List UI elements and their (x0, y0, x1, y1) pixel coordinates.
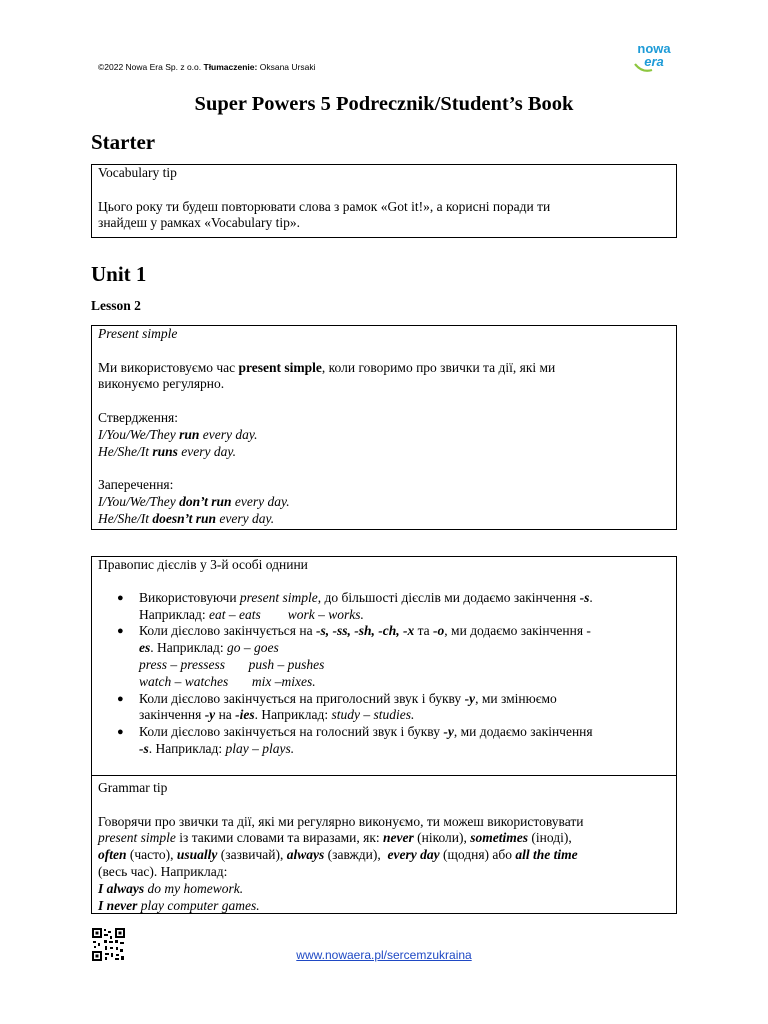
translator-name: Oksana Ursaki (259, 62, 316, 72)
grammar-tip-line-1: Говорячи про звички та дії, які ми регулярно виконуємо, ти можеш використовувати (98, 813, 584, 829)
spelling-rules-list (92, 590, 676, 758)
footer-link[interactable]: www.nowaera.pl/sercemzukraina (296, 948, 472, 962)
vocabulary-tip-box (91, 164, 677, 238)
grammar-tip-section (92, 776, 676, 914)
affirmative-label: Ствердження: (98, 409, 179, 425)
list-item: ● Коли дієслово закінчується на приголосний звук і букву -y, ми змінюємо закінчення -y на -ies. Наприклад: study – studies. (117, 690, 557, 723)
vocabulary-tip-text-2: знайдеш у рамках «Vocabulary tip». (98, 215, 301, 231)
logo-text-nowa: nowa (637, 41, 671, 56)
negative-label: Заперечення: (98, 477, 174, 493)
vocabulary-tip-title: Vocabulary tip (98, 165, 177, 180)
present-simple-box (91, 325, 677, 530)
negative-example-1: I/You/We/They don’t run every day. (98, 493, 290, 509)
grammar-tip-line-4: (весь час). Наприклад: (98, 863, 228, 879)
spelling-section (92, 557, 676, 775)
grammar-tip-line-3: often (часто), usually (зазвичай), always (завжди), every day (щодня) або all the time (98, 847, 578, 863)
spelling-and-grammar-box (91, 556, 677, 914)
spelling-title: Правопис дієслів у 3-й особі однини (98, 557, 308, 572)
grammar-example-2: I never play computer games. (98, 897, 260, 913)
intro-line-2: виконуємо регулярно. (98, 376, 225, 392)
affirmative-example-1: I/You/We/They run every day. (98, 426, 258, 442)
affirmative-example-2: He/She/It runs every day. (98, 443, 236, 459)
unit-heading: Unit 1 (91, 262, 147, 286)
grammar-example-1: I always do my homework. (98, 880, 244, 896)
nowa-era-logo (632, 40, 678, 74)
grammar-tip-line-2: present simple із такими словами та виразами, як: never (ніколи), sometimes (іноді), (98, 830, 572, 846)
negative-example-2: He/She/It doesn’t run every day. (98, 510, 275, 526)
list-item: ● Використовуючи present simple, до більшості дієслів ми додаємо закінчення -s. Наприклад: eat – eats work – works. (117, 589, 593, 622)
lesson-heading: Lesson 2 (91, 298, 141, 313)
present-simple-title: Present simple (98, 326, 178, 341)
vocabulary-tip-text-1: Цього року ти будеш повторювати слова з рамок «Got it!», а корисні поради ти (98, 198, 551, 214)
grammar-tip-title: Grammar tip (98, 780, 168, 795)
starter-heading: Starter (91, 130, 156, 154)
list-item: ● Коли дієслово закінчується на -s, -ss, -sh, -ch, -x та -o, ми додаємо закінчення - es. Наприклад: go – goes press – pressess push – pushes watch – watches mix –mixes. (117, 623, 591, 689)
copyright-line (98, 62, 315, 72)
document-title: Super Powers 5 Podrecznik/Student’s Book (194, 93, 574, 115)
intro-line-1: Ми використовуємо час present simple, коли говоримо про звички та дії, які ми (98, 359, 556, 375)
list-item: ● Коли дієслово закінчується на голосний звук і букву -y, ми додаємо закінчення -s. Наприклад: play – plays. (117, 724, 593, 756)
translation-label: Tłumaczenie: (203, 62, 258, 72)
logo-text-era: era (644, 54, 664, 69)
copyright-text: ©2022 Nowa Era Sp. z o.o. (98, 62, 202, 72)
